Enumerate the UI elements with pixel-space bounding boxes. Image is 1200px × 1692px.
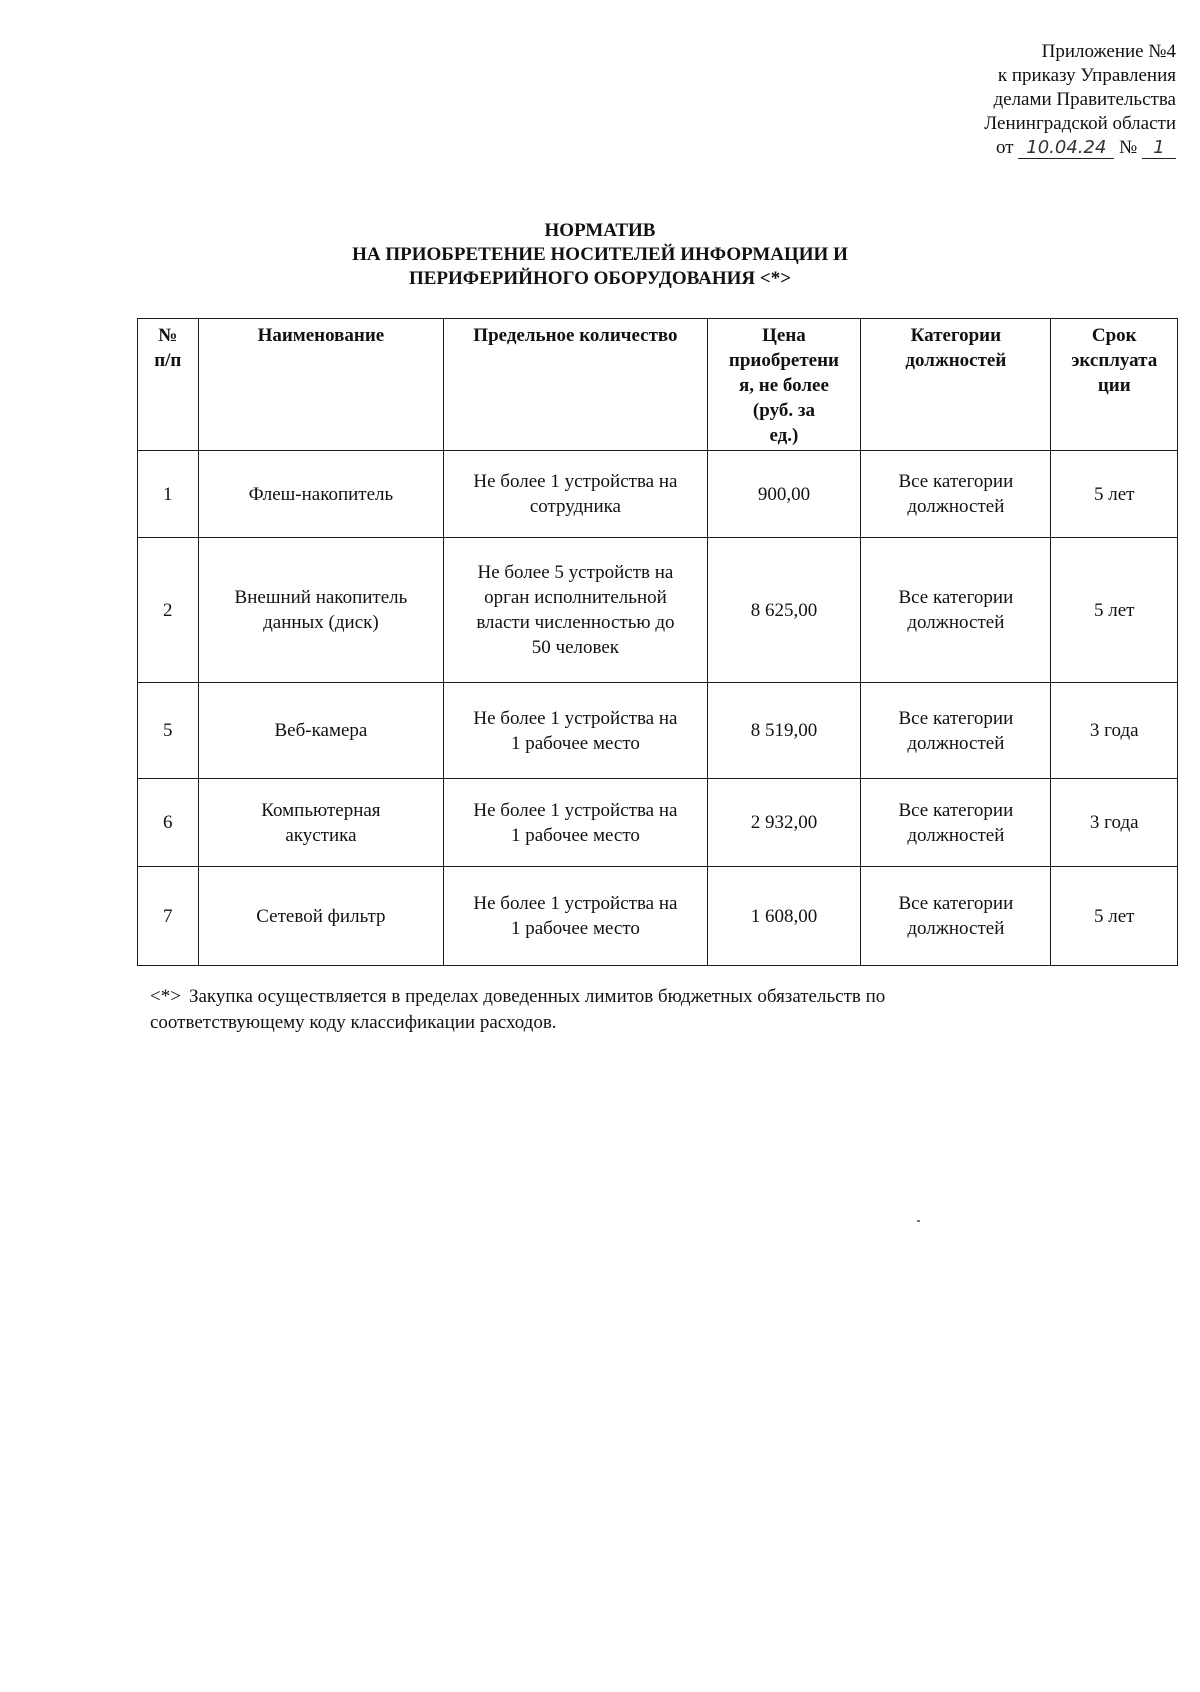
cell-num: 5 [138,683,199,779]
table-row [138,683,1178,779]
cell-term: 5 лет [1051,451,1178,538]
header-quantity: Предельное количество [444,319,707,451]
cell-line: Не более 1 устройства на [473,707,678,729]
header-term-line: эксплуата [1071,350,1158,371]
cell-line: должностей [907,918,1005,939]
cell-line: Все категории [898,893,1014,914]
header-num-line: п/п [154,350,182,371]
cell-category [861,451,1051,538]
cell-line: должностей [907,612,1005,633]
cell-line: данных (диск) [263,612,379,633]
cell-category [861,683,1051,779]
header-category-line: Категории [910,325,1002,346]
header-price-line: я, не более [738,375,829,396]
header-num [138,319,199,451]
cell-price: 2 932,00 [707,779,861,867]
title-line-1: НОРМАТИВ [544,220,656,241]
cell-category [861,538,1051,683]
cell-term: 3 года [1051,779,1178,867]
cell-line: 1 рабочее место [510,824,640,846]
cell-num: 6 [138,779,199,867]
appendix-number: Приложение №4 [1041,41,1176,62]
header-category-line: должностей [905,350,1007,371]
cell-line: 50 человек [531,637,620,658]
document-title [0,219,1200,291]
from-label: от [996,137,1014,158]
cell-quantity [444,538,707,683]
cell-line: Компьютерная [261,799,381,821]
cell-line: орган исполнительной [484,587,667,608]
norm-table [137,318,1178,966]
cell-num: 1 [138,451,199,538]
cell-price: 8 625,00 [707,538,861,683]
title-line-2: НА ПРИОБРЕТЕНИЕ НОСИТЕЛЕЙ ИНФОРМАЦИИ И [352,244,848,265]
header-price [707,319,861,451]
cell-line: Не более 1 устройства на [473,471,678,492]
footnote-line [150,984,1050,1010]
cell-line: должностей [907,732,1005,754]
cell-name [198,779,444,867]
cell-name [198,451,444,538]
appendix-order-ref: к приказу Управления [997,65,1176,86]
cell-category [861,779,1051,867]
cell-term: 5 лет [1051,538,1178,683]
header-name: Наименование [198,319,444,451]
table-row [138,451,1178,538]
cell-line: Все категории [898,471,1014,492]
cell-line: Все категории [898,707,1014,729]
title-line-3: ПЕРИФЕРИЙНОГО ОБОРУДОВАНИЯ <*> [408,268,792,289]
cell-num: 2 [138,538,199,683]
cell-line: акустика [285,824,357,846]
table-row [138,538,1178,683]
cell-name [198,867,444,966]
table-row [138,867,1178,966]
cell-price: 8 519,00 [707,683,861,779]
cell-quantity [444,683,707,779]
cell-quantity [444,451,707,538]
header-price-line: ед.) [769,425,799,446]
header-term-line: Срок [1091,325,1137,346]
handwritten-date: 10.04.24 [1018,138,1114,159]
footnote [150,984,1050,1036]
cell-line: Не более 1 устройства на [473,799,678,821]
cell-price: 900,00 [707,451,861,538]
table-row [138,779,1178,867]
cell-line: Все категории [898,587,1014,608]
cell-name [198,538,444,683]
cell-line: Флеш-накопитель [248,483,394,505]
cell-line: 1 рабочее место [510,918,640,939]
header-price-line: приобретени [728,350,839,371]
cell-line: должностей [907,824,1005,846]
cell-term: 5 лет [1051,867,1178,966]
appendix-region: Ленинградской области [984,113,1176,134]
header-category [861,319,1051,451]
number-label: № [1119,137,1138,158]
handwritten-number: 1 [1142,138,1176,159]
header-num-line: № [158,325,178,346]
cell-name [198,683,444,779]
header-price-line: Цена [762,325,806,346]
header-price-line: (руб. за [752,400,815,421]
scan-speck [917,1220,920,1222]
cell-line: сотрудника [529,496,621,517]
table-header-row [138,319,1178,451]
footnote-mark: <*> [150,986,181,1007]
cell-line: власти численностью до [476,612,675,633]
cell-price: 1 608,00 [707,867,861,966]
header-term-line: ции [1097,375,1131,396]
appendix-date-line [856,136,1176,160]
cell-line: Не более 1 устройства на [473,893,678,914]
cell-line: Веб-камера [274,720,368,741]
cell-line: 1 рабочее место [510,732,640,754]
header-term [1051,319,1178,451]
cell-num: 7 [138,867,199,966]
cell-quantity [444,867,707,966]
footnote-text: Закупка осуществляется в пределах доведенных лимитов бюджетных обязательств по [188,986,886,1007]
appendix-header [856,40,1176,160]
cell-line: Не более 5 устройств на [477,562,674,583]
footnote-line: соответствующему коду классификации расходов. [150,1012,557,1033]
cell-line: должностей [907,496,1005,517]
appendix-department: делами Правительства [993,89,1176,110]
cell-line: Сетевой фильтр [256,905,386,927]
cell-line: Все категории [898,799,1014,821]
cell-line: Внешний накопитель [234,587,408,608]
cell-term: 3 года [1051,683,1178,779]
cell-category [861,867,1051,966]
cell-quantity [444,779,707,867]
